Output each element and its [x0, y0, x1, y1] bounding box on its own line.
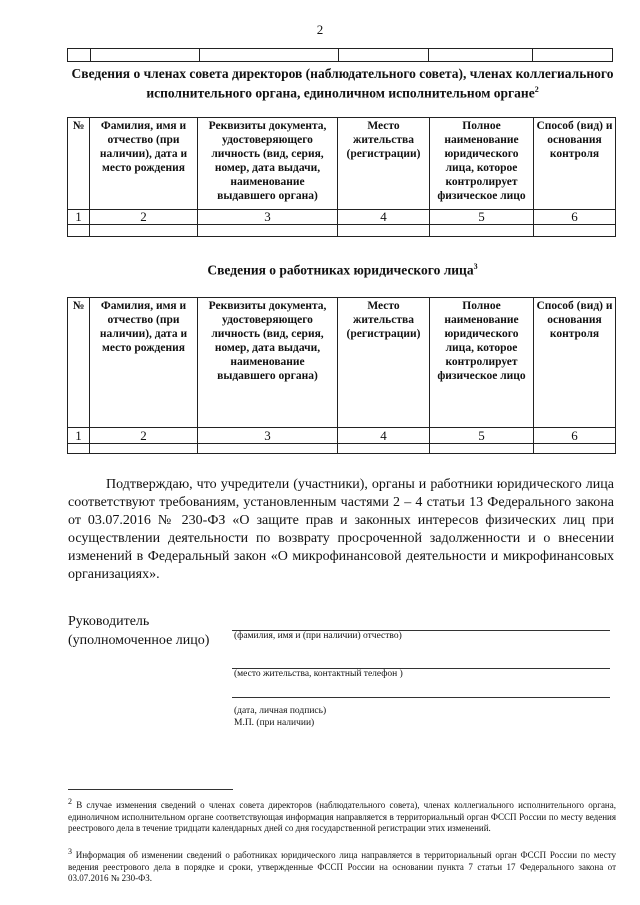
column-number: 1 — [68, 428, 90, 444]
header-number: № — [68, 118, 90, 210]
name-field-caption: (фамилия, имя и (при наличии) отчество) — [234, 631, 402, 641]
stamp-caption: М.П. (при наличии) — [234, 718, 315, 728]
column-number: 2 — [90, 428, 198, 444]
header-id-document: Реквизиты документа, удостоверяющего личность (вид, серия, номер, дата выдачи, наименование выдавшего органа) — [198, 118, 338, 210]
column-number: 6 — [534, 210, 616, 225]
footnote-ref-2: 2 — [534, 85, 539, 94]
header-legal-entity: Полное наименование юридического лица, которое контролирует физическое лицо — [430, 118, 534, 210]
board-members-table — [67, 117, 616, 237]
header-residence: Место жительства (регистрации) — [338, 118, 430, 210]
column-number: 1 — [68, 210, 90, 225]
header-control-method: Способ (вид) и основания контроля — [534, 298, 616, 428]
role-line-1: Руководитель — [68, 614, 150, 629]
signature-field-line[interactable] — [232, 697, 610, 698]
column-number: 4 — [338, 428, 430, 444]
section1-title: Сведения о членах совета директоров (наблюдательного совета), членах коллегиального исполнительного органа, единоличном исполнительном органе$^2$ — [71, 66, 614, 101]
confirmation-text: Подтверждаю, что учредители (участники), органы и работники юридического лица соответствуют требованиям, установленным частями 2 – 4 статьи 13 Федерального закона от 03.07.2016 № 230-ФЗ «О защите прав и законных интересов физических лиц при осуществлении деятельности по возврату просроченной задолженности и о внесении изменений в Федеральный закон «О микрофинансовой деятельности и микрофинансовых организациях». — [68, 477, 614, 582]
column-number: 5 — [430, 210, 534, 225]
employees-table — [67, 297, 616, 454]
header-control-method: Способ (вид) и основания контроля — [534, 118, 616, 210]
column-number: 6 — [534, 428, 616, 444]
page-number: 2 — [316, 22, 324, 37]
header-residence: Место жительства (регистрации) — [338, 298, 430, 428]
column-number: 4 — [338, 210, 430, 225]
footnote-3: $^3$ Информация об изменении сведений о работниках юридического лица направляется в территориальный орган ФССП России по месту ведения реестрового дела в порядке и сроки, утвержденные ФССП России на основании пункта 7 статьи 17 Федерального закона от 03.07.2016 № 230-ФЗ. — [68, 847, 617, 883]
header-full-name: Фамилия, имя и отчество (при наличии), дата и место рождения — [90, 298, 198, 428]
column-number: 3 — [198, 428, 338, 444]
column-number: 5 — [430, 428, 534, 444]
column-number: 3 — [198, 210, 338, 225]
header-full-name: Фамилия, имя и отчество (при наличии), дата и место рождения — [90, 118, 198, 210]
header-id-document: Реквизиты документа, удостоверяющего личность (вид, серия, номер, дата выдачи, наименование выдавшего органа) — [198, 298, 338, 428]
header-legal-entity: Полное наименование юридического лица, которое контролирует физическое лицо — [430, 298, 534, 428]
role-line-2: (уполномоченное лицо) — [68, 633, 210, 648]
footnote-ref-3: 3 — [473, 262, 478, 271]
section2-title: Сведения о работниках юридического лица$^3$ — [207, 262, 478, 278]
address-field-caption: (место жительства, контактный телефон ) — [234, 669, 403, 679]
table-row — [68, 225, 616, 237]
signature-field-caption: (дата, личная подпись) — [234, 706, 327, 716]
footnote-separator — [68, 789, 233, 790]
footnote-2: $^2$ В случае изменения сведений о членах совета директоров (наблюдательного совета), членах коллегиального исполнительного органа, единоличном исполнительном органе соответствующая информация направляется в территориальный орган ФССП России по месту ведения реестрового дела в течение тридцати календарных дней со дня государственной регистрации этих изменений. — [68, 797, 616, 833]
header-number: № — [68, 298, 90, 428]
table-row — [68, 444, 616, 454]
signatory-role — [68, 612, 209, 650]
previous-table-stub — [67, 48, 613, 62]
column-number: 2 — [90, 210, 198, 225]
